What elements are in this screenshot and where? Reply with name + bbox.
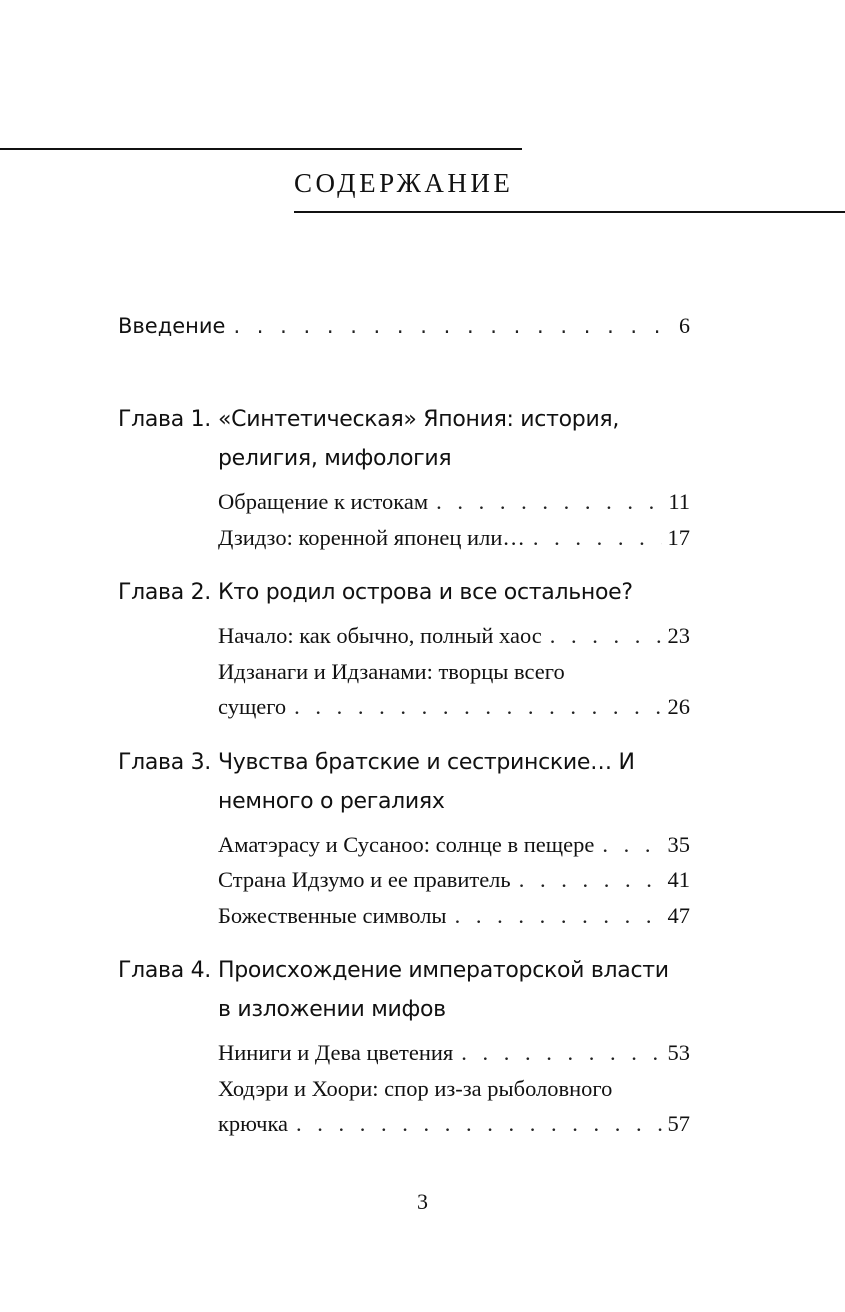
toc-entry[interactable] <box>218 618 690 654</box>
toc-entry-title: сущего <box>218 694 287 719</box>
chapter-sections <box>218 827 690 934</box>
chapter-2 <box>118 573 690 725</box>
toc-page-number: 23 <box>667 623 690 648</box>
toc-entry-title: Введение <box>118 314 226 338</box>
chapter-4 <box>118 951 690 1142</box>
chapter-sections <box>218 1035 690 1142</box>
dot-leader <box>455 898 662 934</box>
dot-leader <box>550 618 662 654</box>
toc-page-number: 6 <box>679 313 690 338</box>
toc-entry[interactable] <box>218 862 690 898</box>
dot-leader <box>519 862 662 898</box>
chapter-title: «Синтетическая» Япония: история, религия, мифология <box>218 407 620 471</box>
toc-entry-title: Ниниги и Дева цветения <box>218 1040 454 1065</box>
toc-entry-title: Божественные символы <box>218 902 447 928</box>
chapter-title: Чувства братские и сестринские… И немного о регалиях <box>218 749 635 814</box>
toc-entry[interactable] <box>218 827 690 863</box>
chapter-title: Происхождение императорской власти в изложении мифов <box>218 958 669 1022</box>
page-number: 3 <box>417 1189 428 1214</box>
dot-leader <box>602 827 661 863</box>
page-title: СОДЕРЖАНИЕ <box>294 168 514 198</box>
toc-page-number: 41 <box>667 867 690 892</box>
toc-entry[interactable] <box>218 898 690 934</box>
toc-page-number: 57 <box>667 1111 690 1136</box>
chapter-sections <box>218 484 690 555</box>
chapter-title: Кто родил острова и все остальное? <box>218 580 633 605</box>
toc-page-number: 17 <box>667 524 690 550</box>
toc-entry[interactable] <box>218 1035 690 1071</box>
toc-intro <box>118 310 690 342</box>
toc-entry-title: Обращение к истокам <box>218 489 429 514</box>
chapter-heading[interactable] <box>118 743 690 821</box>
toc-entry-title-line1: Идзанаги и Идзанами: творцы всего <box>218 658 565 684</box>
toc-page-number: 35 <box>667 831 690 857</box>
chapter-1 <box>118 400 690 555</box>
toc-entry-title: Дзидзо: коренной японец или… <box>218 524 525 550</box>
toc-entry-title: Начало: как обычно, полный хаос <box>218 623 542 648</box>
chapter-label: Глава 4. <box>118 958 211 983</box>
chapter-3 <box>118 743 690 934</box>
chapter-label: Глава 3. <box>118 749 211 775</box>
toc-entry-title-line1: Ходэри и Хоори: спор из-за рыболовного <box>218 1075 613 1101</box>
toc-entry-last-line <box>218 689 690 725</box>
chapter-heading[interactable] <box>118 573 690 612</box>
toc-entry[interactable] <box>218 484 690 520</box>
dot-leader <box>436 484 662 520</box>
toc-entry-intro[interactable] <box>118 310 690 342</box>
chapter-label: Глава 1. <box>118 407 211 432</box>
chapter-heading[interactable] <box>118 951 690 1029</box>
chapter-sections <box>218 618 690 725</box>
dot-leader <box>533 520 662 556</box>
dot-leader <box>461 1035 661 1071</box>
top-rule <box>0 148 522 150</box>
toc-chapters <box>118 400 690 1160</box>
toc-entry-title: крючка <box>218 1111 289 1136</box>
toc-entry-title: Страна Идзумо и ее правитель <box>218 867 511 892</box>
toc-page-number: 47 <box>667 902 690 928</box>
chapter-label: Глава 2. <box>118 580 211 605</box>
title-underline <box>294 211 845 213</box>
toc-entry[interactable] <box>218 654 690 725</box>
toc-page-number: 53 <box>667 1040 690 1065</box>
toc-page-number: 26 <box>667 694 690 719</box>
dot-leader <box>296 1106 661 1142</box>
toc-entry[interactable] <box>218 1071 690 1142</box>
toc-page-number: 11 <box>668 489 690 514</box>
toc-entry[interactable] <box>218 520 690 556</box>
toc-entry-title: Аматэрасу и Сусаноо: солнце в пещере <box>218 831 595 857</box>
toc-entry-last-line <box>218 1106 690 1142</box>
chapter-heading[interactable] <box>118 400 690 478</box>
dot-leader <box>294 689 661 725</box>
dot-leader <box>233 310 673 342</box>
